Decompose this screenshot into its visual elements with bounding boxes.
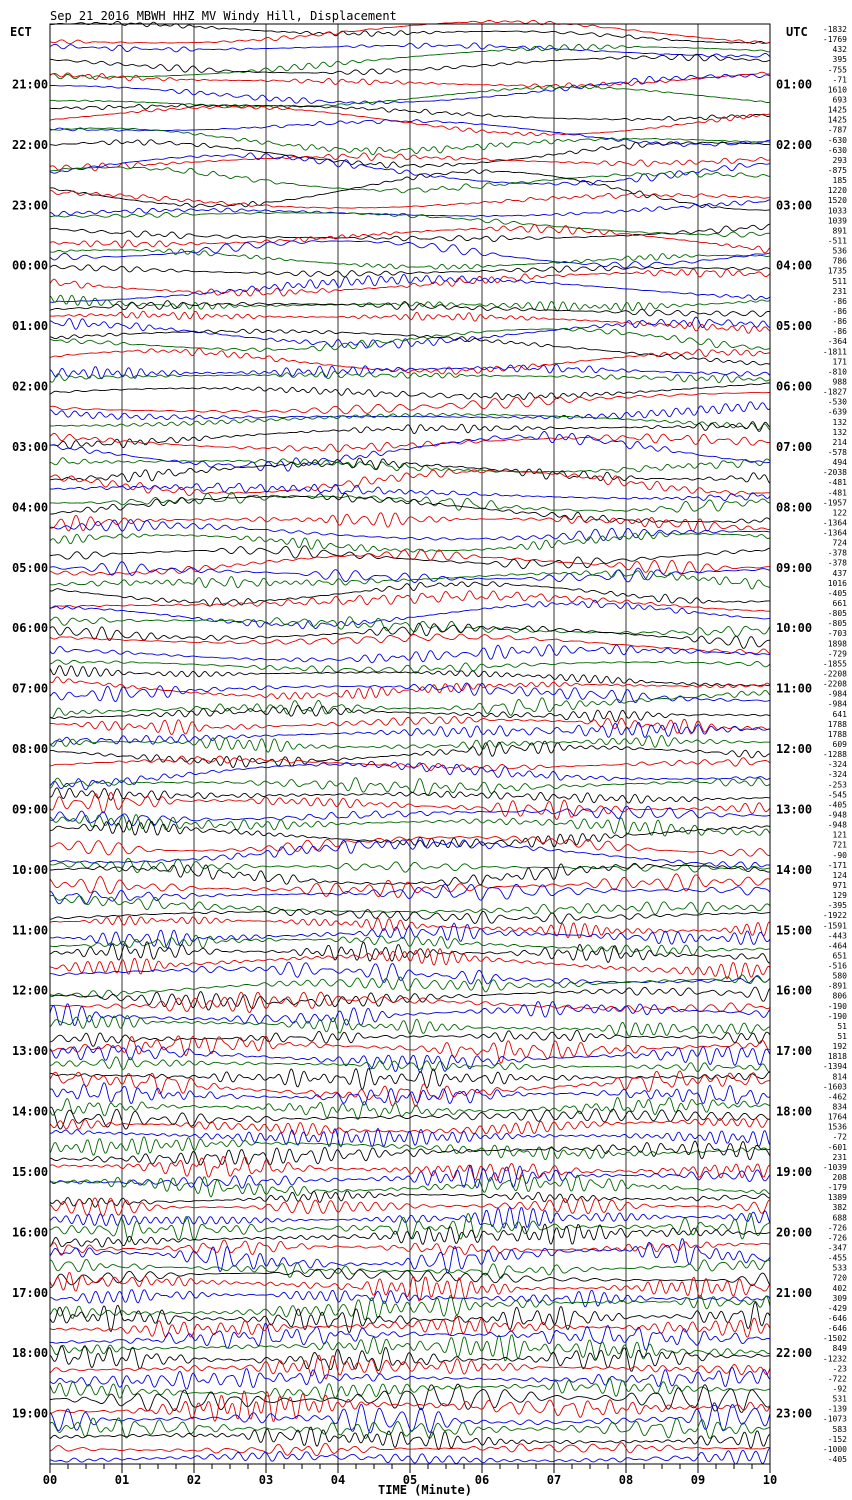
row-offset-label: 721 [832, 840, 847, 850]
row-offset-label: 402 [832, 1283, 847, 1293]
x-tick-label: 00 [42, 1473, 58, 1487]
row-offset-labels [823, 25, 847, 1464]
left-hour-label: 07:00 [12, 681, 49, 696]
row-offset-label: 724 [832, 538, 847, 548]
row-offset-label: -324 [827, 760, 847, 770]
row-offset-label: -1603 [822, 1082, 847, 1092]
x-tick-label: 03 [258, 1473, 274, 1487]
row-offset-label: 693 [832, 95, 847, 105]
row-offset-label: -1827 [822, 387, 847, 397]
row-offset-label: -71 [832, 75, 847, 85]
row-offset-label: -646 [827, 1313, 847, 1323]
row-offset-label: 1016 [827, 578, 847, 588]
row-offset-label: -726 [827, 1233, 847, 1243]
row-offset-label: -86 [832, 306, 847, 316]
right-hour-label: 22:00 [776, 1346, 813, 1361]
row-offset-label: -481 [827, 478, 847, 488]
x-tick-label: 07 [546, 1473, 562, 1487]
row-offset-label: -1855 [822, 659, 847, 669]
x-tick-label: 06 [474, 1473, 490, 1487]
right-hour-label: 01:00 [776, 77, 813, 92]
row-offset-label: -787 [827, 125, 847, 135]
row-offset-label: -805 [827, 609, 847, 619]
row-offset-label: -23 [832, 1364, 847, 1374]
row-offset-label: 533 [832, 1263, 847, 1273]
right-hour-label: 21:00 [776, 1285, 813, 1300]
row-offset-label: 1818 [827, 1052, 847, 1062]
row-offset-label: 231 [832, 1152, 847, 1162]
row-offset-label: 786 [832, 256, 847, 266]
row-offset-label: -190 [827, 1011, 847, 1021]
row-offset-label: -948 [827, 820, 847, 830]
row-offset-label: -139 [827, 1404, 847, 1414]
row-offset-label: 814 [832, 1072, 847, 1082]
row-offset-label: -984 [827, 689, 847, 699]
row-offset-label: -639 [827, 407, 847, 417]
x-tick-label: 10 [762, 1473, 778, 1487]
row-offset-label: 122 [832, 508, 847, 518]
row-offset-label: 1735 [827, 266, 847, 276]
row-offset-label: -462 [827, 1092, 847, 1102]
row-offset-label: -545 [827, 790, 847, 800]
row-offset-label: -72 [832, 1132, 847, 1142]
row-offset-label: 208 [832, 1173, 847, 1183]
row-offset-label: -2208 [822, 679, 847, 689]
right-hour-label: 23:00 [776, 1406, 813, 1421]
row-offset-label: 1039 [827, 216, 847, 226]
row-offset-label: 51 [837, 1021, 847, 1031]
right-hour-label: 02:00 [776, 137, 813, 152]
row-offset-label: 1425 [827, 105, 847, 115]
row-offset-label: -755 [827, 65, 847, 75]
row-offset-label: -601 [827, 1142, 847, 1152]
row-offset-label: 437 [832, 568, 847, 578]
row-offset-label: -347 [827, 1243, 847, 1253]
row-offset-label: 1033 [827, 206, 847, 216]
left-hour-label: 00:00 [12, 258, 49, 273]
plot-title: Sep 21 2016 MBWH HHZ MV Windy Hill, Displacement [50, 9, 397, 23]
right-hour-label: 08:00 [776, 500, 813, 515]
row-offset-label: -179 [827, 1183, 847, 1193]
left-hour-label: 15:00 [12, 1164, 49, 1179]
row-offset-label: -253 [827, 780, 847, 790]
row-offset-label: 849 [832, 1344, 847, 1354]
row-offset-label: 511 [832, 276, 847, 286]
right-hour-label: 11:00 [776, 681, 813, 696]
row-offset-label: -891 [827, 981, 847, 991]
right-hour-label: 14:00 [776, 862, 813, 877]
left-hour-label: 14:00 [12, 1104, 49, 1119]
right-hour-label: 13:00 [776, 802, 813, 817]
row-offset-label: 192 [832, 1042, 847, 1052]
row-offset-label: 124 [832, 870, 847, 880]
left-hour-label: 22:00 [12, 137, 49, 152]
row-offset-label: -405 [827, 588, 847, 598]
row-offset-label: 432 [832, 45, 847, 55]
right-hour-label: 19:00 [776, 1164, 813, 1179]
row-offset-label: -729 [827, 649, 847, 659]
row-offset-label: 661 [832, 599, 847, 609]
row-offset-label: -1811 [822, 347, 847, 357]
row-offset-label: -948 [827, 810, 847, 820]
row-offset-label: 641 [832, 709, 847, 719]
right-hour-label: 03:00 [776, 198, 813, 213]
row-offset-label: -646 [827, 1324, 847, 1334]
row-offset-label: -190 [827, 1001, 847, 1011]
row-offset-label: -1039 [822, 1162, 847, 1172]
row-offset-label: -464 [827, 941, 847, 951]
row-offset-label: 1220 [827, 186, 847, 196]
row-offset-label: -726 [827, 1223, 847, 1233]
row-offset-label: 214 [832, 437, 847, 447]
row-offset-label: -810 [827, 367, 847, 377]
x-tick-label: 05 [402, 1473, 418, 1487]
row-offset-label: 1389 [827, 1193, 847, 1203]
row-offset-label: -455 [827, 1253, 847, 1263]
row-offset-label: -92 [832, 1384, 847, 1394]
right-hour-label: 07:00 [776, 439, 813, 454]
row-offset-label: -2038 [822, 468, 847, 478]
left-hour-label: 05:00 [12, 560, 49, 575]
row-offset-label: -395 [827, 901, 847, 911]
right-hour-label: 04:00 [776, 258, 813, 273]
left-hour-label: 08:00 [12, 742, 49, 757]
right-hour-label: 16:00 [776, 983, 813, 998]
row-offset-label: -481 [827, 488, 847, 498]
x-tick-label: 02 [186, 1473, 202, 1487]
right-hour-label: 05:00 [776, 319, 813, 334]
row-offset-label: -324 [827, 770, 847, 780]
right-hour-label: 20:00 [776, 1225, 813, 1240]
row-offset-label: -443 [827, 931, 847, 941]
row-offset-label: -1394 [822, 1062, 847, 1072]
row-offset-label: -1502 [822, 1334, 847, 1344]
row-offset-label: 651 [832, 951, 847, 961]
row-offset-label: 971 [832, 880, 847, 890]
row-offset-label: -722 [827, 1374, 847, 1384]
row-offset-label: -1832 [822, 25, 847, 35]
row-offset-label: 1536 [827, 1122, 847, 1132]
row-offset-label: 171 [832, 357, 847, 367]
row-offset-label: 1764 [827, 1112, 847, 1122]
right-hour-label: 15:00 [776, 923, 813, 938]
x-tick-label: 08 [618, 1473, 634, 1487]
row-offset-label: -630 [827, 145, 847, 155]
row-offset-label: -378 [827, 558, 847, 568]
left-hour-label: 18:00 [12, 1346, 49, 1361]
row-offset-label: 1520 [827, 196, 847, 206]
row-offset-label: 309 [832, 1293, 847, 1303]
row-offset-label: -171 [827, 860, 847, 870]
row-offset-label: -703 [827, 629, 847, 639]
left-hour-label: 03:00 [12, 439, 49, 454]
row-offset-label: -1922 [822, 911, 847, 921]
row-offset-label: 1788 [827, 729, 847, 739]
row-offset-label: 132 [832, 427, 847, 437]
left-hour-label: 06:00 [12, 621, 49, 636]
row-offset-label: 1425 [827, 115, 847, 125]
row-offset-label: 51 [837, 1032, 847, 1042]
row-offset-label: 583 [832, 1424, 847, 1434]
row-offset-label: -1073 [822, 1414, 847, 1424]
right-hour-label: 12:00 [776, 742, 813, 757]
row-offset-label: -90 [832, 850, 847, 860]
row-offset-label: -875 [827, 166, 847, 176]
right-hour-label: 06:00 [776, 379, 813, 394]
row-offset-label: 580 [832, 971, 847, 981]
row-offset-label: -516 [827, 961, 847, 971]
x-tick-label: 09 [690, 1473, 706, 1487]
row-offset-label: -1232 [822, 1354, 847, 1364]
row-offset-label: 531 [832, 1394, 847, 1404]
left-hour-label: 17:00 [12, 1285, 49, 1300]
row-offset-label: 132 [832, 417, 847, 427]
right-hour-label: 09:00 [776, 560, 813, 575]
row-offset-label: -511 [827, 236, 847, 246]
row-offset-label: -429 [827, 1303, 847, 1313]
row-offset-label: -630 [827, 135, 847, 145]
row-offset-label: -1000 [822, 1444, 847, 1454]
row-offset-label: -805 [827, 619, 847, 629]
row-offset-label: 720 [832, 1273, 847, 1283]
row-offset-label: 395 [832, 55, 847, 65]
row-offset-label: -1769 [822, 35, 847, 45]
row-offset-label: 231 [832, 286, 847, 296]
row-offset-label: 1898 [827, 639, 847, 649]
row-offset-label: 891 [832, 226, 847, 236]
row-offset-label: 121 [832, 830, 847, 840]
x-tick-label: 01 [114, 1473, 130, 1487]
row-offset-label: 494 [832, 458, 847, 468]
row-offset-label: -86 [832, 317, 847, 327]
row-offset-label: -1364 [822, 528, 847, 538]
row-offset-label: -86 [832, 296, 847, 306]
row-offset-label: 185 [832, 176, 847, 186]
left-hour-label: 12:00 [12, 983, 49, 998]
left-hour-label: 10:00 [12, 862, 49, 877]
left-hour-label: 09:00 [12, 802, 49, 817]
row-offset-label: -86 [832, 327, 847, 337]
right-hour-labels [776, 77, 812, 1420]
row-offset-label: -1957 [822, 498, 847, 508]
left-hour-label: 01:00 [12, 319, 49, 334]
row-offset-label: 988 [832, 377, 847, 387]
right-hour-label: 17:00 [776, 1044, 813, 1059]
left-hour-label: 11:00 [12, 923, 49, 938]
row-offset-label: 609 [832, 740, 847, 749]
row-offset-label: -1288 [822, 750, 847, 760]
row-offset-label: -405 [827, 1454, 847, 1464]
left-hour-label: 23:00 [12, 198, 49, 213]
row-offset-label: -405 [827, 800, 847, 810]
left-hour-label: 04:00 [12, 500, 49, 515]
right-hour-label: 18:00 [776, 1104, 813, 1119]
row-offset-label: 293 [832, 155, 847, 165]
row-offset-label: 806 [832, 991, 847, 1001]
x-tick-label: 04 [330, 1473, 346, 1487]
left-hour-label: 21:00 [12, 77, 49, 92]
row-offset-label: -1364 [822, 518, 847, 528]
left-hour-labels [12, 77, 48, 1420]
row-offset-label: -152 [827, 1434, 847, 1444]
row-offset-label: 1788 [827, 719, 847, 729]
row-offset-label: -1591 [822, 921, 847, 931]
row-offset-label: 129 [832, 891, 847, 901]
left-hour-label: 13:00 [12, 1044, 49, 1059]
row-offset-label: -378 [827, 548, 847, 558]
row-offset-label: 382 [832, 1203, 847, 1213]
row-offset-label: 1610 [827, 85, 847, 95]
right-timezone-label: UTC [786, 25, 808, 39]
row-offset-label: 536 [832, 246, 847, 256]
left-hour-label: 02:00 [12, 379, 49, 394]
x-axis-title: TIME (Minute) [378, 1483, 472, 1497]
row-offset-label: -578 [827, 447, 847, 457]
right-hour-label: 10:00 [776, 621, 813, 636]
left-hour-label: 16:00 [12, 1225, 49, 1240]
row-offset-label: -984 [827, 699, 847, 709]
row-offset-label: -530 [827, 397, 847, 407]
left-timezone-label: ECT [10, 25, 32, 39]
row-offset-label: 834 [832, 1102, 847, 1112]
row-offset-label: -364 [827, 337, 847, 347]
row-offset-label: -2208 [822, 669, 847, 679]
left-hour-label: 19:00 [12, 1406, 49, 1421]
row-offset-label: 688 [832, 1213, 847, 1223]
